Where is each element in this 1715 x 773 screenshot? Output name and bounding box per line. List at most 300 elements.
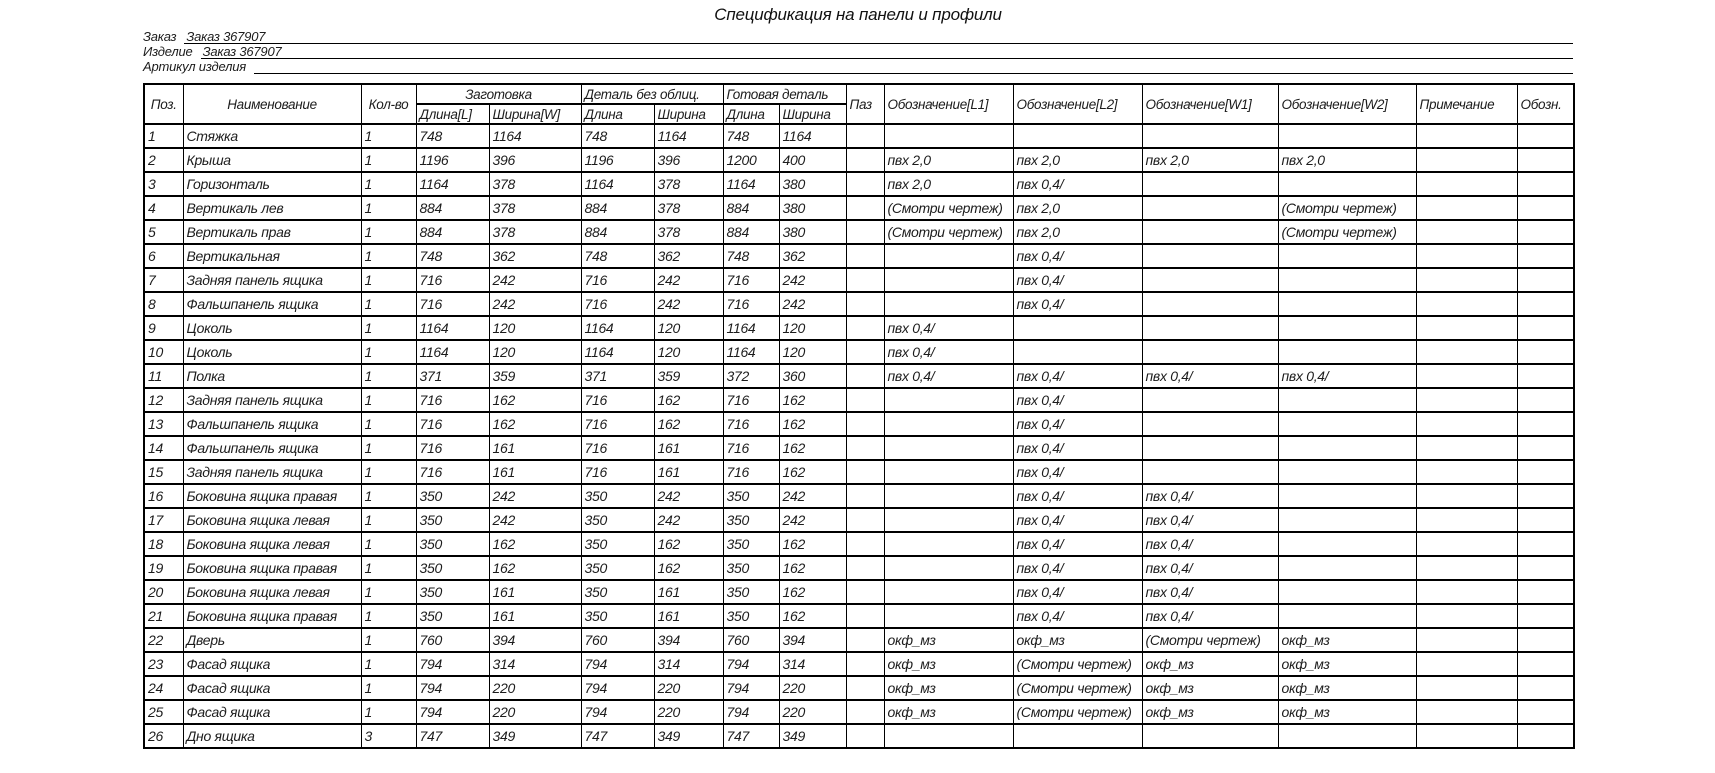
cell-paz <box>846 652 884 676</box>
cell-nofacing_len: 748 <box>581 124 654 148</box>
cell-w1: пвх 2,0 <box>1142 148 1278 172</box>
cell-blank_wid: 161 <box>489 460 581 484</box>
cell-w2 <box>1278 508 1416 532</box>
cell-blank_len: 794 <box>416 676 489 700</box>
cell-paz <box>846 340 884 364</box>
cell-blank_wid: 220 <box>489 700 581 724</box>
cell-qty: 1 <box>361 412 416 436</box>
cell-desig <box>1517 508 1574 532</box>
cell-qty: 1 <box>361 316 416 340</box>
cell-finished_wid: 162 <box>779 412 846 436</box>
cell-blank_wid: 242 <box>489 268 581 292</box>
cell-l1 <box>884 484 1013 508</box>
cell-nofacing_len: 1164 <box>581 340 654 364</box>
cell-w1 <box>1142 436 1278 460</box>
cell-l2: пвх 2,0 <box>1013 220 1142 244</box>
cell-finished_len: 1164 <box>723 340 779 364</box>
cell-w2 <box>1278 580 1416 604</box>
cell-nofacing_wid: 314 <box>654 652 723 676</box>
cell-finished_len: 760 <box>723 628 779 652</box>
cell-finished_len: 372 <box>723 364 779 388</box>
cell-blank_wid: 161 <box>489 580 581 604</box>
cell-pos: 24 <box>144 676 183 700</box>
cell-note <box>1416 364 1517 388</box>
cell-pos: 15 <box>144 460 183 484</box>
cell-pos: 8 <box>144 292 183 316</box>
cell-finished_len: 794 <box>723 700 779 724</box>
cell-desig <box>1517 676 1574 700</box>
cell-desig <box>1517 628 1574 652</box>
cell-nofacing_len: 747 <box>581 724 654 748</box>
spec-table <box>143 83 1575 749</box>
cell-l1: окф_мз <box>884 652 1013 676</box>
cell-l2: пвх 0,4/ <box>1013 292 1142 316</box>
cell-note <box>1416 484 1517 508</box>
cell-desig <box>1517 340 1574 364</box>
cell-w1 <box>1142 244 1278 268</box>
cell-l2: пвх 0,4/ <box>1013 268 1142 292</box>
article-value <box>254 59 1573 74</box>
cell-finished_wid: 380 <box>779 220 846 244</box>
cell-note <box>1416 412 1517 436</box>
cell-w2: окф_мз <box>1278 652 1416 676</box>
cell-name: Дно ящика <box>183 724 361 748</box>
cell-l1 <box>884 604 1013 628</box>
cell-pos: 16 <box>144 484 183 508</box>
cell-w1: пвх 0,4/ <box>1142 484 1278 508</box>
cell-nofacing_len: 884 <box>581 196 654 220</box>
cell-l1: окф_мз <box>884 676 1013 700</box>
cell-blank_len: 760 <box>416 628 489 652</box>
cell-qty: 1 <box>361 484 416 508</box>
cell-l1 <box>884 724 1013 748</box>
cell-w1 <box>1142 268 1278 292</box>
cell-pos: 14 <box>144 436 183 460</box>
cell-name: Фальшпанель ящика <box>183 436 361 460</box>
cell-pos: 6 <box>144 244 183 268</box>
cell-blank_len: 350 <box>416 580 489 604</box>
cell-w1: пвх 0,4/ <box>1142 604 1278 628</box>
spec-table-body <box>144 124 1574 748</box>
cell-note <box>1416 220 1517 244</box>
cell-blank_len: 1196 <box>416 148 489 172</box>
cell-blank_len: 1164 <box>416 316 489 340</box>
cell-note <box>1416 604 1517 628</box>
cell-finished_wid: 394 <box>779 628 846 652</box>
cell-nofacing_len: 794 <box>581 700 654 724</box>
cell-paz <box>846 556 884 580</box>
cell-name: Боковина ящика левая <box>183 532 361 556</box>
cell-qty: 1 <box>361 364 416 388</box>
cell-nofacing_len: 1164 <box>581 172 654 196</box>
cell-finished_wid: 162 <box>779 388 846 412</box>
cell-finished_wid: 162 <box>779 460 846 484</box>
col-header-blank-wid: Ширина[W] <box>489 104 581 124</box>
cell-pos: 17 <box>144 508 183 532</box>
cell-finished_wid: 380 <box>779 172 846 196</box>
cell-nofacing_wid: 1164 <box>654 124 723 148</box>
cell-finished_wid: 120 <box>779 340 846 364</box>
cell-note <box>1416 436 1517 460</box>
cell-w2: (Смотри чертеж) <box>1278 196 1416 220</box>
cell-name: Задняя панель ящика <box>183 268 361 292</box>
cell-name: Фальшпанель ящика <box>183 412 361 436</box>
cell-paz <box>846 316 884 340</box>
cell-l2: (Смотри чертеж) <box>1013 676 1142 700</box>
cell-paz <box>846 148 884 172</box>
cell-note <box>1416 700 1517 724</box>
cell-w2 <box>1278 484 1416 508</box>
cell-nofacing_len: 716 <box>581 292 654 316</box>
cell-desig <box>1517 724 1574 748</box>
cell-l2 <box>1013 724 1142 748</box>
table-row <box>144 700 1574 724</box>
cell-l2: пвх 0,4/ <box>1013 604 1142 628</box>
cell-note <box>1416 388 1517 412</box>
table-row <box>144 724 1574 748</box>
cell-nofacing_len: 371 <box>581 364 654 388</box>
table-row <box>144 244 1574 268</box>
order-label: Заказ <box>143 29 177 44</box>
cell-name: Цоколь <box>183 316 361 340</box>
cell-qty: 1 <box>361 676 416 700</box>
cell-finished_wid: 162 <box>779 556 846 580</box>
cell-w2: пвх 0,4/ <box>1278 364 1416 388</box>
cell-desig <box>1517 580 1574 604</box>
cell-finished_len: 794 <box>723 676 779 700</box>
cell-paz <box>846 196 884 220</box>
cell-desig <box>1517 124 1574 148</box>
cell-finished_len: 350 <box>723 508 779 532</box>
col-header-name: Наименование <box>183 84 361 124</box>
cell-blank_len: 350 <box>416 508 489 532</box>
cell-nofacing_len: 716 <box>581 268 654 292</box>
cell-desig <box>1517 268 1574 292</box>
cell-w2 <box>1278 724 1416 748</box>
cell-pos: 23 <box>144 652 183 676</box>
cell-note <box>1416 172 1517 196</box>
col-header-w1: Обозначение[W1] <box>1142 84 1278 124</box>
table-row <box>144 340 1574 364</box>
cell-blank_wid: 378 <box>489 172 581 196</box>
cell-l2: пвх 0,4/ <box>1013 364 1142 388</box>
cell-pos: 3 <box>144 172 183 196</box>
cell-finished_wid: 162 <box>779 580 846 604</box>
cell-pos: 10 <box>144 340 183 364</box>
cell-finished_len: 884 <box>723 196 779 220</box>
cell-nofacing_wid: 362 <box>654 244 723 268</box>
cell-finished_len: 716 <box>723 268 779 292</box>
table-row <box>144 172 1574 196</box>
cell-blank_wid: 120 <box>489 340 581 364</box>
cell-finished_wid: 242 <box>779 268 846 292</box>
cell-l2: пвх 0,4/ <box>1013 484 1142 508</box>
cell-nofacing_wid: 161 <box>654 580 723 604</box>
cell-blank_wid: 396 <box>489 148 581 172</box>
cell-blank_len: 794 <box>416 652 489 676</box>
cell-l1 <box>884 244 1013 268</box>
cell-name: Фасад ящика <box>183 700 361 724</box>
col-header-l1: Обозначение[L1] <box>884 84 1013 124</box>
cell-blank_wid: 162 <box>489 532 581 556</box>
meta-row-order <box>143 29 1573 44</box>
cell-l2: пвх 0,4/ <box>1013 532 1142 556</box>
cell-nofacing_wid: 359 <box>654 364 723 388</box>
cell-nofacing_len: 350 <box>581 508 654 532</box>
cell-desig <box>1517 172 1574 196</box>
cell-paz <box>846 268 884 292</box>
cell-blank_len: 716 <box>416 412 489 436</box>
cell-paz <box>846 124 884 148</box>
cell-note <box>1416 724 1517 748</box>
cell-finished_wid: 400 <box>779 148 846 172</box>
cell-nofacing_wid: 162 <box>654 412 723 436</box>
col-header-paz: Паз <box>846 84 884 124</box>
cell-w2: пвх 2,0 <box>1278 148 1416 172</box>
cell-blank_len: 350 <box>416 484 489 508</box>
cell-w1 <box>1142 220 1278 244</box>
cell-note <box>1416 148 1517 172</box>
product-label: Изделие <box>143 44 193 59</box>
cell-nofacing_wid: 120 <box>654 340 723 364</box>
cell-name: Боковина ящика правая <box>183 604 361 628</box>
cell-l2: пвх 0,4/ <box>1013 388 1142 412</box>
cell-finished_wid: 380 <box>779 196 846 220</box>
table-row <box>144 220 1574 244</box>
cell-nofacing_wid: 378 <box>654 220 723 244</box>
table-row <box>144 364 1574 388</box>
cell-nofacing_len: 350 <box>581 580 654 604</box>
cell-qty: 1 <box>361 604 416 628</box>
col-header-w2: Обозначение[W2] <box>1278 84 1416 124</box>
cell-desig <box>1517 196 1574 220</box>
cell-blank_wid: 242 <box>489 484 581 508</box>
cell-l2: пвх 0,4/ <box>1013 580 1142 604</box>
cell-blank_len: 716 <box>416 388 489 412</box>
cell-w2 <box>1278 172 1416 196</box>
cell-finished_len: 716 <box>723 388 779 412</box>
cell-blank_wid: 242 <box>489 508 581 532</box>
cell-desig <box>1517 700 1574 724</box>
cell-blank_len: 716 <box>416 268 489 292</box>
cell-l1: пвх 0,4/ <box>884 364 1013 388</box>
cell-blank_len: 748 <box>416 244 489 268</box>
page-title: Спецификация на панели и профили <box>714 5 1002 24</box>
cell-nofacing_len: 716 <box>581 436 654 460</box>
cell-l1 <box>884 268 1013 292</box>
col-header-desig: Обозн. <box>1517 84 1574 124</box>
cell-paz <box>846 172 884 196</box>
cell-l1: пвх 2,0 <box>884 172 1013 196</box>
cell-nofacing_wid: 378 <box>654 196 723 220</box>
table-row <box>144 148 1574 172</box>
cell-desig <box>1517 532 1574 556</box>
cell-l2 <box>1013 316 1142 340</box>
cell-w2 <box>1278 532 1416 556</box>
cell-l2: пвх 0,4/ <box>1013 556 1142 580</box>
cell-name: Вертикальная <box>183 244 361 268</box>
cell-paz <box>846 724 884 748</box>
cell-l2: пвх 0,4/ <box>1013 436 1142 460</box>
cell-nofacing_wid: 349 <box>654 724 723 748</box>
cell-nofacing_len: 716 <box>581 388 654 412</box>
cell-qty: 1 <box>361 268 416 292</box>
cell-qty: 1 <box>361 508 416 532</box>
cell-blank_wid: 378 <box>489 220 581 244</box>
table-row <box>144 484 1574 508</box>
cell-w1: пвх 0,4/ <box>1142 364 1278 388</box>
cell-finished_len: 350 <box>723 556 779 580</box>
cell-finished_len: 1200 <box>723 148 779 172</box>
cell-w1 <box>1142 316 1278 340</box>
col-group-finished: Готовая деталь <box>723 84 846 104</box>
cell-qty: 1 <box>361 556 416 580</box>
cell-desig <box>1517 388 1574 412</box>
cell-finished_wid: 360 <box>779 364 846 388</box>
cell-w2 <box>1278 604 1416 628</box>
table-row <box>144 628 1574 652</box>
cell-qty: 1 <box>361 580 416 604</box>
product-value: Заказ 367907 <box>201 44 1573 59</box>
cell-note <box>1416 340 1517 364</box>
cell-nofacing_wid: 220 <box>654 676 723 700</box>
cell-nofacing_wid: 394 <box>654 628 723 652</box>
cell-nofacing_len: 760 <box>581 628 654 652</box>
cell-desig <box>1517 460 1574 484</box>
cell-nofacing_wid: 242 <box>654 268 723 292</box>
cell-pos: 5 <box>144 220 183 244</box>
cell-w1 <box>1142 292 1278 316</box>
cell-l1 <box>884 460 1013 484</box>
cell-w1 <box>1142 124 1278 148</box>
cell-qty: 1 <box>361 196 416 220</box>
cell-nofacing_wid: 161 <box>654 604 723 628</box>
cell-finished_wid: 162 <box>779 604 846 628</box>
cell-nofacing_wid: 242 <box>654 508 723 532</box>
table-row <box>144 436 1574 460</box>
cell-name: Фальшпанель ящика <box>183 292 361 316</box>
cell-w2 <box>1278 436 1416 460</box>
cell-l1 <box>884 556 1013 580</box>
cell-paz <box>846 220 884 244</box>
cell-l1 <box>884 124 1013 148</box>
cell-w2 <box>1278 268 1416 292</box>
cell-blank_len: 1164 <box>416 340 489 364</box>
cell-finished_len: 748 <box>723 124 779 148</box>
cell-name: Крыша <box>183 148 361 172</box>
cell-pos: 1 <box>144 124 183 148</box>
cell-pos: 18 <box>144 532 183 556</box>
cell-name: Задняя панель ящика <box>183 460 361 484</box>
col-group-blank: Заготовка <box>416 84 581 104</box>
cell-nofacing_len: 794 <box>581 652 654 676</box>
table-row <box>144 124 1574 148</box>
cell-w1 <box>1142 724 1278 748</box>
cell-blank_len: 884 <box>416 220 489 244</box>
cell-finished_len: 350 <box>723 580 779 604</box>
table-row <box>144 532 1574 556</box>
cell-note <box>1416 316 1517 340</box>
table-row <box>144 460 1574 484</box>
cell-pos: 21 <box>144 604 183 628</box>
cell-w2 <box>1278 556 1416 580</box>
cell-finished_wid: 349 <box>779 724 846 748</box>
cell-nofacing_wid: 242 <box>654 484 723 508</box>
cell-l2: пвх 0,4/ <box>1013 460 1142 484</box>
cell-w1 <box>1142 172 1278 196</box>
cell-desig <box>1517 436 1574 460</box>
cell-paz <box>846 580 884 604</box>
cell-finished_len: 747 <box>723 724 779 748</box>
cell-l2: пвх 2,0 <box>1013 196 1142 220</box>
cell-qty: 1 <box>361 652 416 676</box>
cell-note <box>1416 244 1517 268</box>
cell-l1: пвх 2,0 <box>884 148 1013 172</box>
cell-qty: 1 <box>361 388 416 412</box>
cell-finished_wid: 242 <box>779 508 846 532</box>
cell-pos: 25 <box>144 700 183 724</box>
cell-w2: окф_мз <box>1278 700 1416 724</box>
cell-nofacing_wid: 120 <box>654 316 723 340</box>
cell-finished_len: 716 <box>723 460 779 484</box>
cell-finished_wid: 242 <box>779 484 846 508</box>
cell-finished_len: 884 <box>723 220 779 244</box>
cell-name: Дверь <box>183 628 361 652</box>
col-header-nofacing-wid: Ширина <box>654 104 723 124</box>
col-header-l2: Обозначение[L2] <box>1013 84 1142 124</box>
cell-nofacing_len: 748 <box>581 244 654 268</box>
cell-nofacing_wid: 162 <box>654 532 723 556</box>
cell-blank_wid: 161 <box>489 604 581 628</box>
cell-paz <box>846 244 884 268</box>
cell-l2: окф_мз <box>1013 628 1142 652</box>
cell-paz <box>846 676 884 700</box>
cell-qty: 1 <box>361 532 416 556</box>
cell-pos: 20 <box>144 580 183 604</box>
table-row <box>144 676 1574 700</box>
cell-l1: пвх 0,4/ <box>884 316 1013 340</box>
cell-name: Цоколь <box>183 340 361 364</box>
cell-blank_wid: 378 <box>489 196 581 220</box>
cell-w1 <box>1142 412 1278 436</box>
cell-note <box>1416 652 1517 676</box>
cell-nofacing_len: 350 <box>581 556 654 580</box>
cell-w2 <box>1278 124 1416 148</box>
cell-w2 <box>1278 388 1416 412</box>
cell-l1: (Смотри чертеж) <box>884 196 1013 220</box>
cell-blank_len: 1164 <box>416 172 489 196</box>
cell-paz <box>846 604 884 628</box>
cell-finished_wid: 162 <box>779 436 846 460</box>
cell-w1: окф_мз <box>1142 700 1278 724</box>
cell-paz <box>846 460 884 484</box>
cell-w2 <box>1278 292 1416 316</box>
cell-w1: пвх 0,4/ <box>1142 580 1278 604</box>
cell-blank_len: 716 <box>416 292 489 316</box>
cell-name: Задняя панель ящика <box>183 388 361 412</box>
cell-blank_wid: 162 <box>489 388 581 412</box>
cell-finished_wid: 362 <box>779 244 846 268</box>
cell-blank_len: 350 <box>416 556 489 580</box>
cell-desig <box>1517 412 1574 436</box>
cell-w1 <box>1142 196 1278 220</box>
cell-note <box>1416 508 1517 532</box>
cell-w2 <box>1278 316 1416 340</box>
table-row <box>144 580 1574 604</box>
cell-l1: (Смотри чертеж) <box>884 220 1013 244</box>
cell-note <box>1416 556 1517 580</box>
cell-l1 <box>884 532 1013 556</box>
